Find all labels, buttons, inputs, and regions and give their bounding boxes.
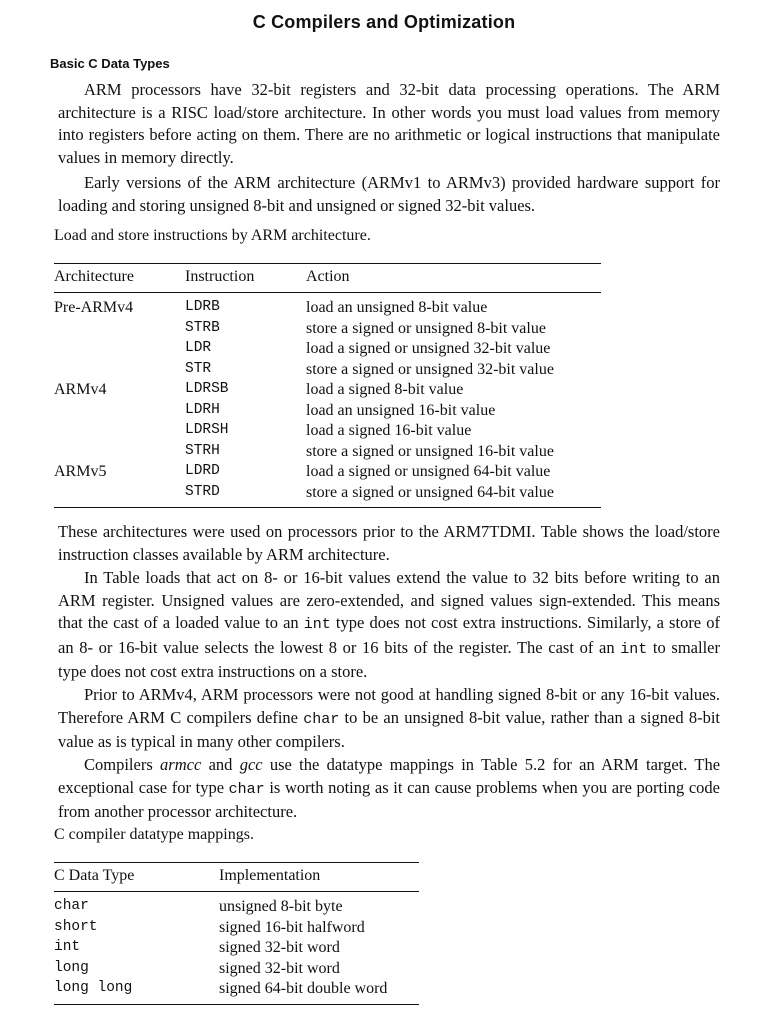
table-header-row [54,264,601,293]
cell-c-type: int [54,939,81,955]
paragraph-5-text: Prior to ARMv4, ARM processors were not good at handling signed 8-bit or any 16-bit values. Therefore ARM C compilers define [58,685,720,727]
table-row [54,361,601,382]
inline-code: char [303,710,340,728]
paragraph-6-text: use the datatype mappings in Table 5.2 for an ARM target. The exceptional case for type [58,755,721,797]
instruction-table [54,263,601,508]
paragraph-4-text: type does not cost extra instructions. Similarly, a store of an 8- or 16-bit value selects the lowest 8 or 16 bits of the register. The cast of an [58,613,720,657]
cell-architecture: ARMv5 [54,463,107,480]
cell-implementation: signed 32-bit word [219,959,340,977]
compiler-name: gcc [239,755,263,774]
table-row [54,320,601,341]
cell-architecture: ARMv4 [54,381,107,398]
cell-instruction: STRH [185,442,220,459]
section-heading: Basic C Data Types [50,56,170,71]
table-row [54,293,601,320]
paragraph-4-text: loads that act on 8- or 16-bit values extend the value to 32 bits before writing to an ARM register. Unsigned values are zero-extended, and signed values sign-extended. This means that the cast of a loaded value to an [58,568,721,632]
table-row [54,484,601,508]
cell-implementation: signed 16-bit halfword [219,918,365,936]
paragraph-5-text: to be an unsigned 8-bit value, rather than a signed 8-bit value as is typical in many other compilers. [58,707,720,751]
table-row [54,443,601,464]
table-row [54,892,419,919]
cell-instruction: STRB [185,319,220,336]
cell-implementation: unsigned 8-bit byte [219,898,343,915]
inline-code: int [303,616,331,633]
cell-architecture: Pre-ARMv4 [54,299,134,316]
cell-action: store a signed or unsigned 64-bit value [306,484,601,508]
page-title: C Compilers and Optimization [252,12,516,32]
compiler-name: armcc [160,755,202,774]
cell-instruction: STR [185,360,212,377]
paragraph-6-text: Compilers [84,755,161,774]
cell-c-type: long [54,959,89,976]
table1-caption: Load and store instructions by ARM architecture. [54,227,371,244]
cell-action: load a signed 16-bit value [306,422,472,439]
cell-architecture [54,443,185,464]
paragraph-6-text: is worth noting as it can cause problems when you are porting code from another processor architecture. [58,777,720,821]
paragraph-4 [58,567,720,684]
datatype-table [54,862,419,1005]
table-row [54,422,601,443]
cell-architecture [54,361,185,382]
cell-c-type: long long [54,980,219,1004]
table-header-c-data-type: C Data Type [54,863,219,892]
cell-action: load a signed or unsigned 32-bit value [306,340,551,357]
table2-caption: C compiler datatype mappings. [54,826,254,843]
cell-c-type: short [54,918,98,935]
paragraph-4-text: to smaller type does not cost extra instructions on a store. [58,637,720,681]
table-row [54,340,601,361]
inline-code: int [620,640,648,658]
cell-architecture [54,484,185,508]
cell-architecture [54,422,185,443]
cell-instruction: LDR [185,340,212,356]
table-row [54,939,419,960]
table-row [54,980,419,1004]
cell-implementation: signed 64-bit double word [219,980,419,1004]
paragraph-4-text: In Table [84,568,146,587]
cell-instruction: LDRSH [185,422,229,438]
paragraph-2: Early versions of the ARM architecture (ARMv1 to ARMv3) provided hardware support for loading and storing unsigned 8-bit and unsigned or signed 32-bit values. [58,173,720,215]
paragraph-5 [58,684,720,754]
paragraph-6 [58,754,720,824]
table-row [54,381,601,402]
cell-action: load an unsigned 16-bit value [306,401,496,419]
paragraph-6-text: and [201,755,240,774]
cell-action: store a signed or unsigned 16-bit value [306,442,554,460]
cell-c-type: char [54,898,89,914]
cell-action: store a signed or unsigned 32-bit value [306,360,554,378]
cell-instruction: LDRB [185,299,220,315]
cell-implementation: signed 32-bit word [219,939,340,956]
cell-action: load an unsigned 8-bit value [306,299,488,316]
table-row [54,919,419,940]
inline-code: char [228,780,265,798]
table-row [54,463,601,484]
cell-instruction: LDRSB [185,381,229,397]
cell-action: store a signed or unsigned 8-bit value [306,319,546,337]
table-row [54,402,601,423]
table-header-instruction: Instruction [185,264,306,293]
table-row [54,960,419,981]
cell-architecture [54,320,185,341]
paragraph-3 [58,521,720,566]
cell-action: load a signed or unsigned 64-bit value [306,463,551,480]
cell-architecture [54,340,185,361]
table-header-architecture: Architecture [54,264,185,293]
cell-instruction: STRD [185,484,306,508]
table-header-action: Action [306,264,601,293]
cell-instruction: LDRD [185,463,220,479]
paragraph-3-text: These architectures were used on processors prior to the ARM7TDMI. Table shows the load/store instruction classes available by ARM architecture. [58,522,720,564]
table-header-implementation: Implementation [219,863,419,892]
cell-instruction: LDRH [185,401,220,418]
cell-architecture [54,402,185,423]
cell-action: load a signed 8-bit value [306,381,464,398]
paragraph-1: ARM processors have 32-bit registers and 32-bit data processing operations. The ARM architecture is a RISC load/store architecture. In other words you must load values from memory into registers before acting on them. There are no arithmetic or logical instructions that manipulate values in memory directly. [58,80,720,167]
table-header-row [54,863,419,892]
